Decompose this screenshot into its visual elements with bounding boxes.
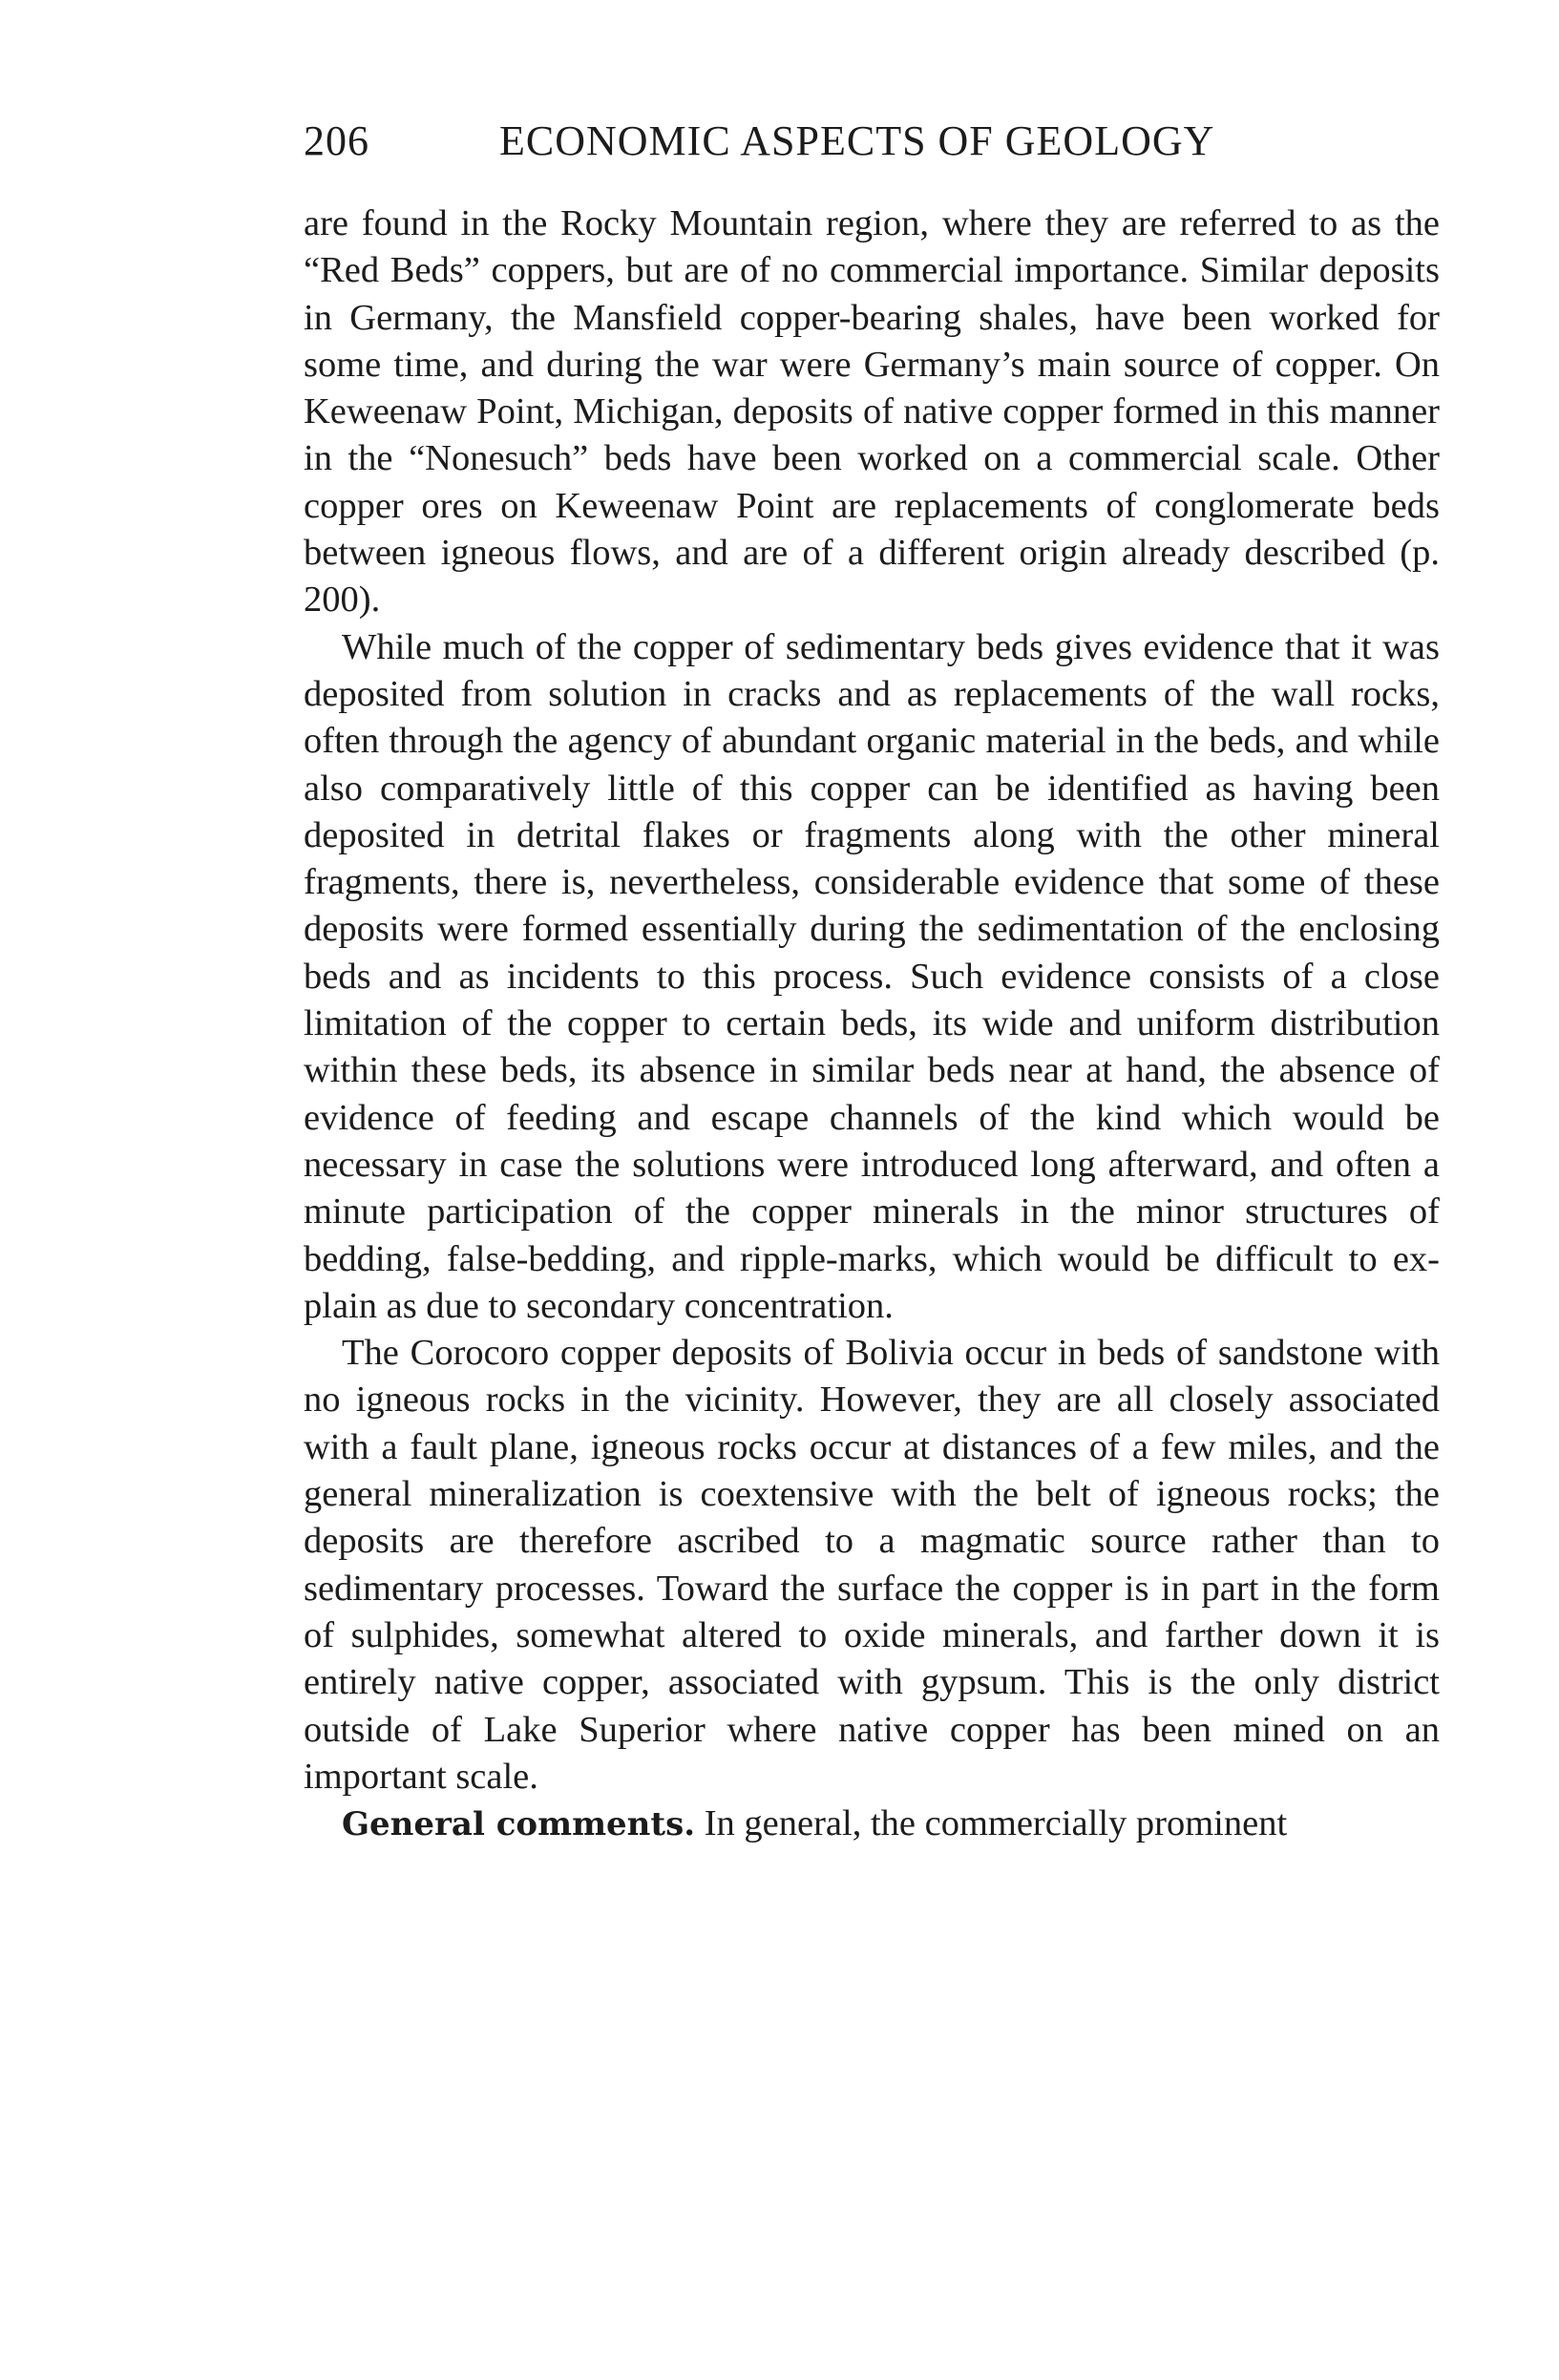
paragraph-text: In general, the commercially prominent bbox=[695, 1803, 1288, 1844]
paragraph-general-comments bbox=[304, 1801, 1440, 1848]
paragraph-sedimentary-copper: While much of the copper of sedimentary beds gives evidence that it was deposited from solution in cracks and as replacements of the wall rocks, often through the agency of abundant organic material in the beds, and while also comparatively little of this copper can be identified as having been deposited in detrital flakes or fragments along with the other mineral fragments, there is, nevertheless, considerable evidence that some of these deposits were formed essentially during the sedimentation of the enclosing beds and as incidents to this process. Such evidence consists of a close limitation of the copper to certain beds, its wide and uniform distribution within these beds, its absence in similar beds near at hand, the absence of evidence of feeding and escape channels of the kind which would be necessary in case the solutions were introduced long afterward, and often a minute participation of the copper minerals in the minor structures of bedding, false-bedding, and ripple-marks, which would be difficult to explain as due to secondary concentration. bbox=[304, 626, 1440, 1326]
paragraph-corocoro: The Corocoro copper deposits of Bolivia occur in beds of sandstone with no igneous rocks in the vicinity. However, they are all closely associated with a fault plane, igneous rocks occur at distances of a few miles, and the general mineralization is coextensive with the belt of igneous rocks; the deposits are therefore ascribed to a magmatic source rather than to sedimentary processes. Toward the surface the copper is in part in the form of sulphides, somewhat altered to oxide minerals, and farther down it is entirely native copper, associated with gypsum. This is the only district outside of Lake Superior where native copper has been mined on an important scale. bbox=[304, 1333, 1440, 1797]
running-head bbox=[304, 113, 1258, 170]
page-number: 206 bbox=[304, 117, 369, 164]
running-title: ECONOMIC ASPECTS OF GEOLOGY bbox=[499, 117, 1215, 164]
body-text bbox=[304, 200, 1440, 1848]
paragraph-continued: are found in the Rocky Mountain region, where they are referred to as the “Red Beds” coppers, but are of no commercial importance. Similar deposits in Germany, the Mansfield copper-bearing shales, have been worked for some time, and during the war were Germany’s main source of copper. On Keweenaw Point, Michigan, deposits of native copper formed in this manner in the “Nonesuch” beds have been worked on a commercial scale. Other copper ores on Keweenaw Point are replacements of conglomerate beds between igneous flows, and are of a different origin already described (p. 200). bbox=[304, 203, 1440, 621]
run-in-heading: General comments. bbox=[342, 1805, 696, 1844]
